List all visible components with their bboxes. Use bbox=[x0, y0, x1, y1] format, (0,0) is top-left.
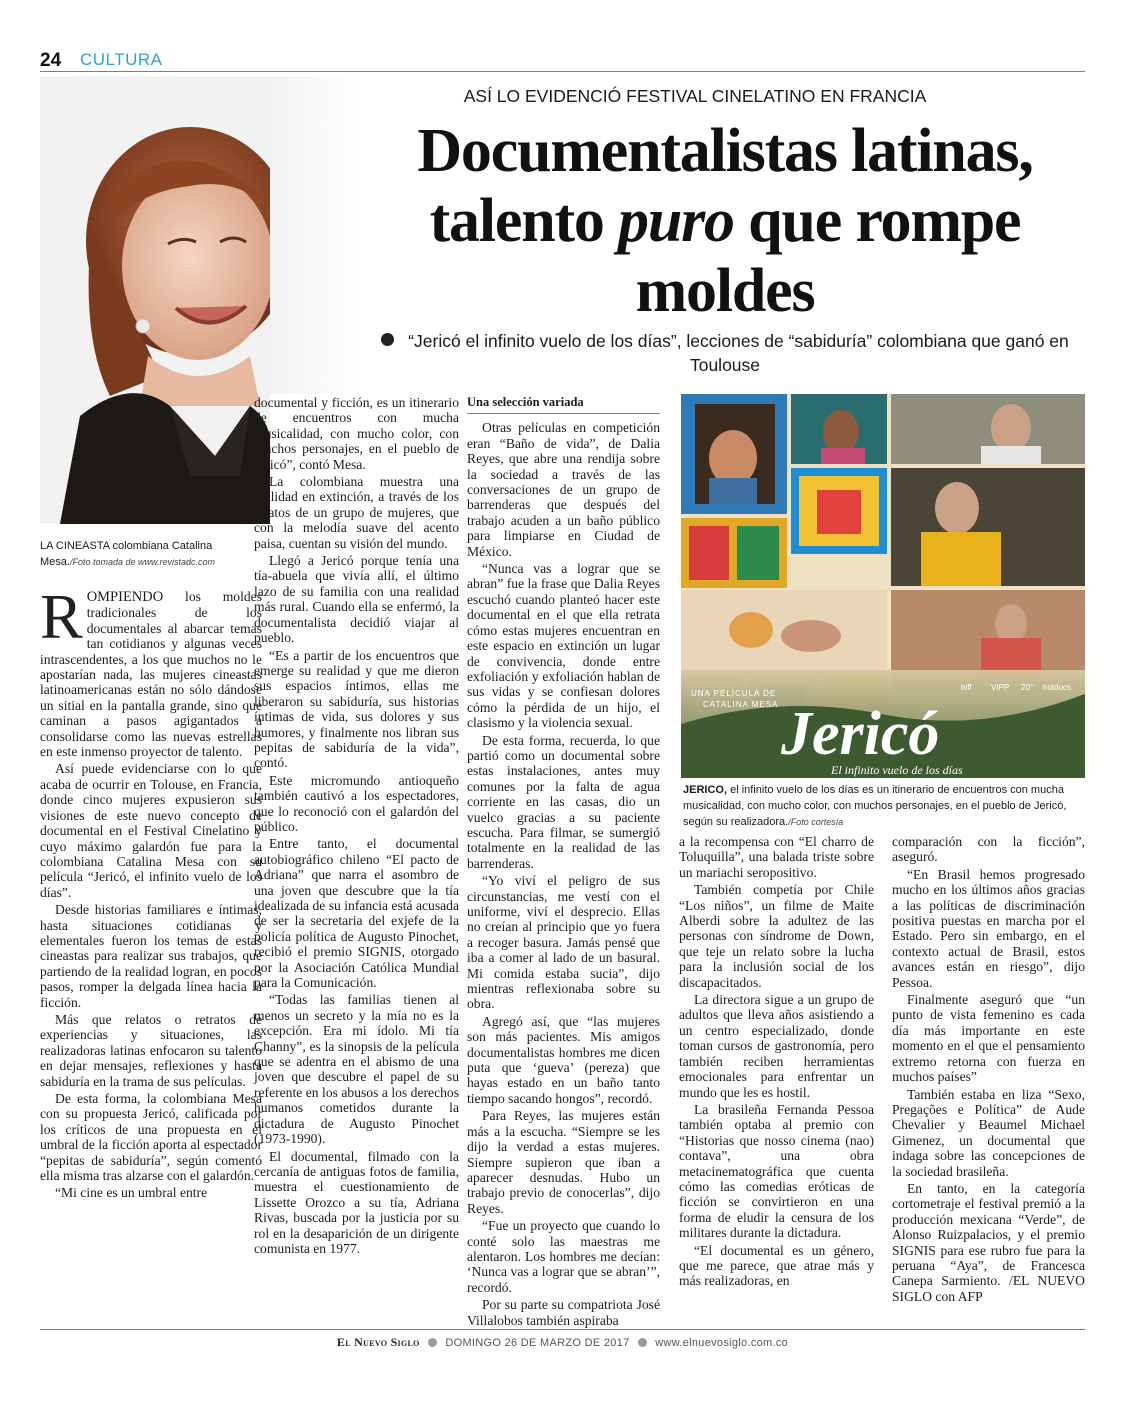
article-paragraph: De esta forma, recuerda, lo que partió como un documental sobre estas instalaciones, antes muy comunes por la falta de agua corriente en las casas, dio un vuelco gracias a su paciente escucha. Para filmar, se sumergió totalmente en la realidad de las barrenderas. bbox=[467, 732, 660, 871]
poster-title: Jericó bbox=[781, 700, 940, 768]
headline-line-2b: que rompe bbox=[733, 187, 1021, 255]
lead-text: los moldes tradicionales de los documentales al abarcar temas tan cotidianos y algunas veces intrascendentes, a los que muchos no le apostarían nada, las mujeres cineastas latinoamericanas están no sólo dándose un sitial en la pantalla grande, sino que caminan a pasos agigantados a consolidarse como las nuevas estrellas en este inmenso proyector de talento. bbox=[40, 589, 262, 760]
subsection-heading: Una selección variada bbox=[467, 395, 660, 414]
header-divider bbox=[40, 71, 1085, 72]
portrait-photo bbox=[40, 76, 270, 524]
headline-line-3: moldes bbox=[635, 257, 815, 325]
poster-subtitle: El infinito vuelo de los días bbox=[831, 763, 963, 777]
footer-separator-icon bbox=[638, 1338, 647, 1347]
footer bbox=[0, 1335, 1125, 1350]
article-paragraph: a la recompensa con “El charro de Toluquilla”, una balada triste sobre un mariachi seropositivo. bbox=[679, 834, 874, 880]
article-paragraph: “Todas las familias tienen al menos un secreto y la mía no es la excepción. Era mi ídolo. Mi tía Channy”, es la sinopsis de la película que se adentra en el abismo de una joven que descubre el papel de su referente en los abusos a los derechos humanos cometidos durante la dictadura de Augusto Pinochet (1973-1990). bbox=[254, 992, 459, 1147]
poster-festival-4: hotdocs bbox=[1043, 683, 1072, 692]
article-paragraph: Este micromundo antioqueño también cautivó a los espectadores, que lo reconoció con el galardón del público. bbox=[254, 772, 459, 834]
section-label: CULTURA bbox=[80, 50, 163, 69]
article-paragraph: Llegó a Jericó porque tenía una tía-abuela que vivía allí, el último lazo de su familia con una realidad más rural. Cuando ella se enfermó, la documentalista decidió viajar al pueblo. bbox=[254, 553, 459, 646]
article-paragraph: Desde historias familiares e íntimas, hasta situaciones cotidianas y elementales fueron los temas de estas cineastas para realizar sus trabajos, que partiendo de la realidad logran, en pocos pasos, romper la delgada línea hacia la ficción. bbox=[40, 902, 262, 1010]
article-paragraph: Entre tanto, el documental autobiográfico chileno “El pacto de Adriana” que narra el asombro de una joven que descubre que la tía idealizada de su infancia está acusada de ser la secretaria del exjefe de la policía política de Augusto Pinochet, recibió el premio SIGNIS, otorgado por la Asociación Católica Mundial para la Comunicación. bbox=[254, 836, 459, 991]
article-paragraph: Agregó así, que “las mujeres son más pacientes. Mis amigos documentalistas hombres me dicen puta que ‘gueva’ (pereza) que hayas estado en un baño tanto tiempo sacando hongos”, recordó. bbox=[467, 1013, 660, 1106]
portrait-caption-credit: /Foto tomada de www.revistadc.com bbox=[69, 557, 216, 567]
article-paragraph: Finalmente aseguró que “un punto de vista femenino es cada día más importante en este momento en el que el pensamiento extremo retorna con fuerza en muchos países” bbox=[892, 992, 1085, 1085]
article-paragraph: Así puede evidenciarse con lo que acaba de ocurrir en Tolouse, en Francia, donde cinco mujeres expusieron sus visiones de este nuevo concepto de documental en el Festival Cinelatino y cuyo máximo galardón fue para la colombiana Catalina Mesa con su película “Jericó, el infinito vuelo de los días”. bbox=[40, 761, 262, 900]
footer-separator-icon bbox=[428, 1338, 437, 1347]
article-column-2 bbox=[254, 395, 459, 1258]
lead-word: OMPIENDO bbox=[86, 589, 164, 605]
collage-caption bbox=[683, 782, 1083, 830]
collage-caption-credit: /Foto cortesía bbox=[788, 817, 844, 827]
headline-italic-word: puro bbox=[618, 187, 734, 255]
page-number: 24 bbox=[40, 50, 62, 71]
poster-tag-line-1: UNA PELÍCULA DE bbox=[691, 689, 777, 698]
footer-website[interactable]: www.elnuevosiglo.com.co bbox=[655, 1337, 789, 1349]
poster-festival-1: biff bbox=[961, 683, 972, 692]
article-paragraph: “Nunca vas a lograr que se abran” fue la frase que Dalia Reyes escuchó cuando planteó hacer este documental en el que ella retrata cómo estas mujeres encuentran en este espacio en extinción un lugar de convivencia, donde entre exfoliación y exfoliación hablan de sus vidas y se confiesan dolores cómo la pérdida de un hijo, el clasismo y la violencia sexual. bbox=[467, 561, 660, 731]
portrait-background-fade bbox=[268, 76, 358, 394]
article-column-3 bbox=[467, 395, 660, 1330]
article-paragraph bbox=[40, 581, 262, 760]
article-paragraph: “Fue un proyecto que cuando lo conté solo las maestras me alentaron. Los hombres me decían: ‘Nunca vas a lograr que se abran’”, recordó. bbox=[467, 1218, 660, 1295]
collage-caption-text: el infinito vuelo de los días es un itinerario de encuentros con mucha musicalidad, con mucho color, con muchos personajes, en el pueblo de Jericó, según su realizadora. bbox=[683, 784, 1067, 828]
article-paragraph: Por su parte su compatriota José Villalobos también aspiraba bbox=[467, 1297, 660, 1328]
footer-divider bbox=[40, 1329, 1085, 1330]
article-paragraph: comparación con la ficción”, aseguró. bbox=[892, 834, 1085, 865]
poster-tag-line-2: CATALINA MESA bbox=[703, 700, 779, 709]
dropcap: R bbox=[40, 581, 83, 652]
article-paragraph: “El documental es un género, que me parece, que atrae más y más realizadoras, en bbox=[679, 1242, 874, 1289]
article-paragraph: También estaba en liza “Sexo, Pregações e Política” de Aude Chevalier y Beaumel Michael Gimenez, un documental que indaga sobre las concepciones de la sociedad brasileña. bbox=[892, 1086, 1085, 1179]
portrait-caption-text: LA CINEASTA colombiana Catalina Mesa. bbox=[40, 540, 213, 568]
subheadline-text: “Jericó el infinito vuelo de los días”, lecciones de “sabiduría” colombiana que ganó en Toulouse bbox=[408, 331, 1069, 375]
article-column-1 bbox=[40, 581, 262, 1203]
article-paragraph: En tanto, en la categoría cortometraje el festival premió a la producción mexicana “Verde”, de Alonso Ruizpalacios, y el premio SIGNIS para ese rubro fue para la peruana “Aya”, de Francesca Canepa Sarmiento. /EL NUEVO SIGLO con AFP bbox=[892, 1180, 1085, 1304]
article-paragraph: El documental, filmado con la cercanía de antiguas fotos de familia, muestra el cuestionamiento de Lissette Orozco a su tía, Adriana Rivas, buscada por la justicia por su rol en la desaparición de un dirigente comunista en 1977. bbox=[254, 1148, 459, 1256]
article-paragraph: “Es a partir de los encuentros que emerge su realidad y que me dieron sus espacios íntimos, ellas me liberaron su sabiduría, sus historias íntimas de vida, sus dolores y sus humores, y finalmente nos libran sus pepitas de sabiduría de la vida”, contó. bbox=[254, 647, 459, 771]
article-paragraph: documental y ficción, es un itinerario de encuentros con mucha musicalidad, con mucho color, con muchos personajes, en el pueblo de Jericó”, contó Mesa. bbox=[254, 395, 459, 472]
article-paragraph: “Mi cine es un umbral entre bbox=[55, 1185, 208, 1201]
article-paragraph: Para Reyes, las mujeres están más a la escucha. “Siempre se les dijo la verdad a estas mujeres. Siempre supieron que iban a aparecer desnudas. Hubo un trabajo previo de conocerlas”, dijo Reyes. bbox=[467, 1108, 660, 1216]
poster-festival-2: VIPP bbox=[991, 683, 1010, 692]
collage-caption-lead: JERICO, bbox=[683, 784, 728, 796]
article-paragraph: “Yo viví el peligro de sus circunstancias, me vestí con el uniforme, viví el desprecio. Ellas no creían al principio que yo fuera a recoger basura. Jamás pensé que iba a comer al lado de un basural. Mi comida estaba sucia”, dijo mientras reflexionaba sobre su obra. bbox=[467, 873, 660, 1012]
article-paragraph: También competía por Chile “Los niños”, un filme de Maite Alberdi sobre la adultez de las personas con síndrome de Down, que teje un relato sobre la lucha para la inclusión social de los discapacitados. bbox=[679, 882, 874, 990]
headline bbox=[360, 116, 1090, 326]
headline-line-2a: talento bbox=[429, 187, 619, 255]
article-paragraph: “En Brasil hemos progresado mucho en los últimos años gracias a las políticas de discriminación positiva puestas en marcha por el Estado. Pero sin embargo, en el contexto actual de Brasil, estos avances están en riesgo”, dijo Pessoa. bbox=[892, 866, 1085, 990]
portrait-illustration bbox=[40, 76, 270, 524]
portrait-caption bbox=[40, 538, 250, 570]
poster-festival-3: 20° bbox=[1021, 683, 1034, 692]
footer-brand: El Nuevo Siglo bbox=[336, 1335, 420, 1349]
article-paragraph: Otras películas en competición eran “Baño de vida”, de Dalia Reyes, que abre una rendija sobre la sociedad a través de las conversaciones de un grupo de barrenderas que después del trabajo acuden a un baño público para limpiarse en Ciudad de México. bbox=[467, 420, 660, 559]
subheadline bbox=[380, 329, 1070, 377]
kicker: ASÍ LO EVIDENCIÓ FESTIVAL CINELATINO EN FRANCIA bbox=[463, 86, 927, 106]
collage-illustration bbox=[681, 394, 1085, 778]
article-paragraph: La brasileña Fernanda Pessoa también optaba al premio con “Historias que nosso cinema (nao) contava”, una obra metacinematográfica que cuenta cómo las comedias eróticas de ficción se convirtieron en una forma de eludir la censura de los militares durante la dictadura. bbox=[679, 1101, 874, 1241]
article-paragraph: De esta forma, la colombiana Mesa con su propuesta Jericó, calificada por los críticos de una propuesta en el umbral de la ficción aporta al espectador “pepitas de sabiduría”, según comentó ella misma tras alzarse con el galardón. bbox=[40, 1091, 262, 1184]
footer-date: DOMINGO 26 DE MARZO DE 2017 bbox=[445, 1337, 630, 1349]
article-paragraph: La colombiana muestra una realidad en extinción, a través de los relatos de un grupo de mujeres, que con la melodía suave del acento paisa, cuentan su visión del mundo. bbox=[254, 474, 459, 551]
headline-line-1: Documentalistas latinas, bbox=[417, 117, 1033, 185]
article-paragraph: La directora sigue a un grupo de adultos que lleva años asistiendo a un centro especializado, donde toman cursos de gastronomía, pero también reciben herramientas emocionales para enfrentar un mundo que les es hostil. bbox=[679, 992, 874, 1100]
article-column-5 bbox=[892, 834, 1085, 1306]
article-column-4 bbox=[679, 834, 874, 1291]
article-paragraph: Más que relatos o retratos de experiencias y situaciones, las realizadoras latinas enfocaron su talento en dejar mensajes, reflexiones y hasta sabiduría en la trama de sus películas. bbox=[40, 1011, 262, 1089]
jerico-collage-image bbox=[681, 394, 1085, 778]
bullet-icon bbox=[381, 333, 394, 346]
